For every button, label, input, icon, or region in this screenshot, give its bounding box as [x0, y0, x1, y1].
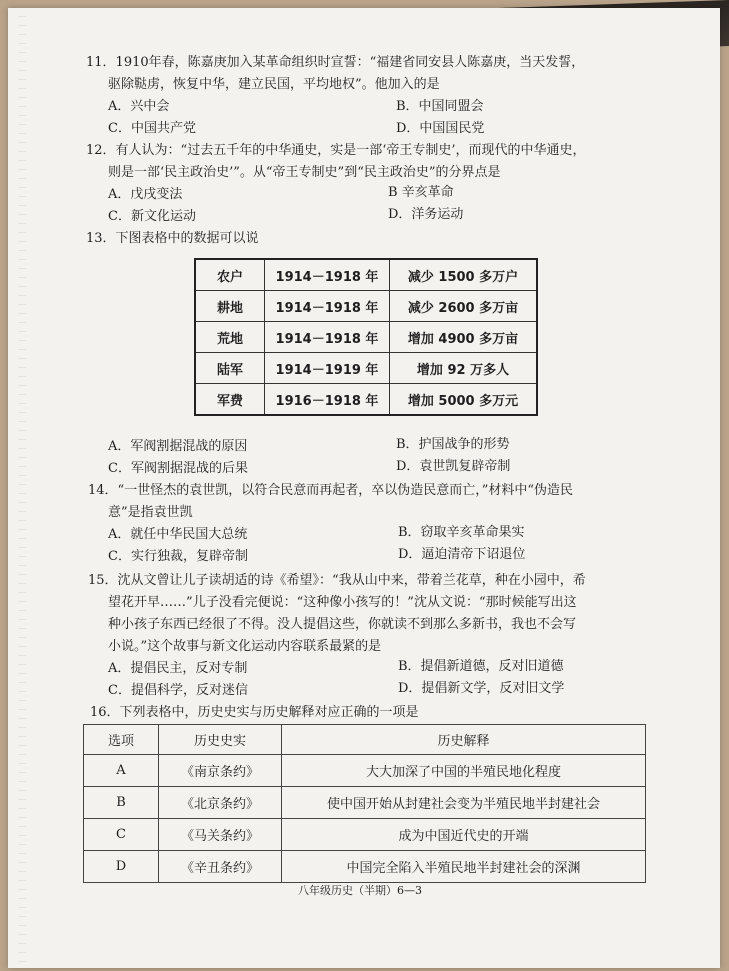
table-cell: 《南京条约》 [159, 755, 282, 787]
table-row [195, 291, 537, 322]
q15-option-b: B．提倡新道德，反对旧道德 [398, 659, 564, 674]
table-cell: 增加 92 万多人 [390, 353, 538, 384]
table-cell: 1914－1919 年 [265, 353, 390, 384]
q15-option-a: A．提倡民主，反对专制 [108, 661, 248, 676]
table-cell: 使中国开始从封建社会变为半殖民地半封建社会 [282, 787, 646, 819]
q15-stem-line4: 小说。”这个故事与新文化运动内容联系最紧的是 [108, 639, 382, 654]
q11-option-d: D．中国国民党 [396, 121, 485, 136]
q15-option-d: D．提倡新文学，反对旧文学 [398, 681, 565, 696]
q13-option-a: A．军阀割据混战的原因 [108, 439, 248, 454]
q13-option-b: B．护国战争的形势 [396, 437, 510, 452]
table-cell: 《北京条约》 [159, 787, 282, 819]
table-cell: A [84, 755, 159, 787]
table-cell: C [84, 819, 159, 851]
q11-option-a: A．兴中会 [108, 99, 170, 114]
table-cell: 《辛丑条约》 [159, 851, 282, 883]
table-cell: 大大加深了中国的半殖民地化程度 [282, 755, 646, 787]
q15-stem-line3: 种小孩子东西已经很了不得。没人提倡这些，你就读不到那么多新书，我也不会写 [108, 617, 577, 632]
q12-option-b: B 辛亥革命 [388, 185, 454, 200]
q13-data-table [194, 258, 538, 416]
table-row [84, 787, 646, 819]
table-header-cell: 历史史实 [159, 725, 282, 755]
q11-option-b: B．中国同盟会 [396, 99, 484, 114]
q15-option-c: C．提倡科学，反对迷信 [108, 683, 248, 698]
q12-option-c: C．新文化运动 [108, 209, 196, 224]
q12-option-d: D．洋务运动 [388, 207, 464, 222]
exam-page [8, 8, 720, 968]
q14-option-c: C．实行独裁，复辟帝制 [108, 549, 248, 564]
table-cell: 陆军 [195, 353, 265, 384]
page-footer: 八年级历史（半期）6—3 [298, 884, 422, 897]
table-cell: 增加 5000 多万元 [390, 384, 538, 416]
table-cell: 1914－1918 年 [265, 291, 390, 322]
table-row [195, 322, 537, 353]
table-row [84, 755, 646, 787]
q16-stem: 16．下列表格中，历史史实与历史解释对应正确的一项是 [90, 705, 419, 720]
table-cell: B [84, 787, 159, 819]
q15-stem-line1: 15．沈从文曾让儿子读胡适的诗《希望》：“我从山中来，带着兰花草，种在小园中，希 [88, 573, 586, 588]
table-cell: 军费 [195, 384, 265, 416]
table-cell: 1916－1918 年 [265, 384, 390, 416]
table-cell: 增加 4900 多万亩 [390, 322, 538, 353]
q11-stem-line1: 11．1910年春，陈嘉庚加入某革命组织时宣誓：“福建省同安县人陈嘉庚，当天发誓， [86, 55, 585, 70]
table-cell: 农户 [195, 259, 265, 291]
q12-option-a: A．戊戌变法 [108, 187, 183, 202]
table-row [195, 259, 537, 291]
q11-option-c: C．中国共产党 [108, 121, 196, 136]
q11-stem-line2: 驱除鞑虏，恢复中华，建立民国，平均地权”。他加入的是 [108, 77, 440, 92]
table-cell: 荒地 [195, 322, 265, 353]
table-row [195, 353, 537, 384]
q13-stem: 13．下图表格中的数据可以说 [86, 231, 259, 246]
table-row [84, 851, 646, 883]
q14-stem-line2: 意”是指袁世凯 [108, 505, 193, 520]
q13-option-d: D．袁世凯复辟帝制 [396, 459, 511, 474]
q14-stem-line1: 14．“一世怪杰的袁世凯，以符合民意而再起者，卒以伪造民意而亡，”材料中“伪造民 [88, 483, 573, 498]
q14-option-a: A．就任中华民国大总统 [108, 527, 248, 542]
table-cell: 1914－1918 年 [265, 322, 390, 353]
table-cell: 中国完全陷入半殖民地半封建社会的深渊 [282, 851, 646, 883]
table-cell: 1914－1918 年 [265, 259, 390, 291]
q14-option-d: D．逼迫清帝下诏退位 [398, 547, 526, 562]
table-cell: 减少 2600 多万亩 [390, 291, 538, 322]
q14-option-b: B．窃取辛亥革命果实 [398, 525, 525, 540]
q12-stem-line1: 12．有人认为：“过去五千年的中华通史，实是一部‘帝王专制史’，而现代的中华通史， [86, 143, 586, 158]
table-cell: 耕地 [195, 291, 265, 322]
q12-stem-line2: 则是一部‘民主政治史’”。从“帝王专制史”到“民主政治史”的分界点是 [108, 165, 501, 180]
table-cell: 《马关条约》 [159, 819, 282, 851]
q16-table [83, 724, 646, 883]
table-header-cell: 历史解释 [282, 725, 646, 755]
table-row [84, 819, 646, 851]
table-cell: 成为中国近代史的开端 [282, 819, 646, 851]
table-row [195, 384, 537, 416]
table-header-cell: 选项 [84, 725, 159, 755]
table-cell: D [84, 851, 159, 883]
table-header-row [84, 725, 646, 755]
table-cell: 减少 1500 多万户 [390, 259, 538, 291]
q15-stem-line2: 望花开早……”儿子没看完便说：“这种像小孩写的！”沈从文说：“那时候能写出这 [108, 595, 577, 610]
q13-option-c: C．军阀割据混战的后果 [108, 461, 248, 476]
